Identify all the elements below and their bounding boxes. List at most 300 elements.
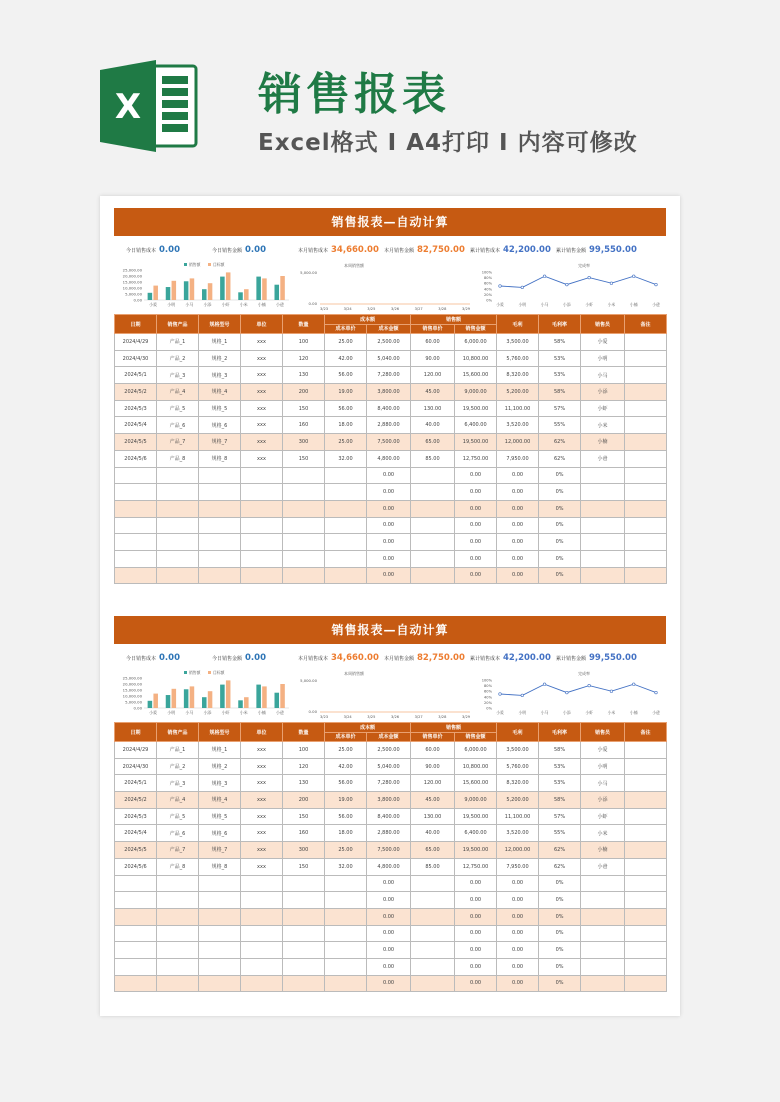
table-cell[interactable] [157, 517, 199, 534]
table-cell[interactable] [581, 908, 625, 925]
table-cell[interactable]: 32.00 [325, 858, 367, 875]
table-cell[interactable] [115, 908, 157, 925]
table-cell[interactable]: 6,000.00 [455, 742, 497, 759]
table-cell[interactable]: 规格_4 [199, 384, 241, 401]
table-cell[interactable] [241, 500, 283, 517]
table-cell[interactable] [625, 908, 667, 925]
table-cell[interactable]: 2024/5/2 [115, 384, 157, 401]
table-cell[interactable]: 300 [283, 842, 325, 859]
table-cell[interactable] [411, 908, 455, 925]
table-cell[interactable]: 0% [539, 500, 581, 517]
table-cell[interactable]: 0.00 [455, 484, 497, 501]
table-cell[interactable]: 0.00 [367, 975, 411, 992]
table-cell[interactable]: 规格_2 [199, 758, 241, 775]
table-cell[interactable]: 0% [539, 975, 581, 992]
table-cell[interactable] [157, 567, 199, 584]
table-cell[interactable]: 产品_1 [157, 334, 199, 351]
table-cell[interactable]: 0.00 [367, 942, 411, 959]
table-cell[interactable] [625, 517, 667, 534]
table-cell[interactable] [581, 484, 625, 501]
table-cell[interactable] [115, 567, 157, 584]
table-cell[interactable]: 0% [539, 517, 581, 534]
table-cell[interactable] [115, 958, 157, 975]
table-cell[interactable]: 19,500.00 [455, 400, 497, 417]
table-cell[interactable] [411, 942, 455, 959]
table-cell[interactable]: 18.00 [325, 825, 367, 842]
table-cell[interactable]: 产品_1 [157, 742, 199, 759]
table-cell[interactable] [115, 892, 157, 909]
table-cell[interactable]: 小添 [581, 792, 625, 809]
table-cell[interactable] [283, 550, 325, 567]
table-cell[interactable]: 57% [539, 808, 581, 825]
table-cell[interactable]: xxx [241, 334, 283, 351]
table-cell[interactable]: 0% [539, 467, 581, 484]
table-cell[interactable]: xxx [241, 775, 283, 792]
table-cell[interactable]: 0.00 [455, 550, 497, 567]
table-cell[interactable]: 40.00 [411, 417, 455, 434]
table-cell[interactable] [625, 808, 667, 825]
table-cell[interactable]: 2024/5/4 [115, 417, 157, 434]
table-cell[interactable]: 产品_2 [157, 350, 199, 367]
table-cell[interactable]: 25.00 [325, 434, 367, 451]
table-cell[interactable] [115, 467, 157, 484]
table-cell[interactable]: 2024/5/1 [115, 775, 157, 792]
table-cell[interactable]: 130.00 [411, 808, 455, 825]
table-cell[interactable]: 小虾 [581, 808, 625, 825]
table-cell[interactable]: 规格_2 [199, 350, 241, 367]
table-cell[interactable]: 18.00 [325, 417, 367, 434]
table-cell[interactable] [157, 467, 199, 484]
table-cell[interactable] [115, 875, 157, 892]
table-cell[interactable]: 12,000.00 [497, 842, 539, 859]
table-cell[interactable]: 2024/5/6 [115, 858, 157, 875]
table-cell[interactable]: 产品_4 [157, 792, 199, 809]
table-cell[interactable] [625, 450, 667, 467]
table-cell[interactable]: 8,320.00 [497, 367, 539, 384]
table-cell[interactable]: 小爸 [581, 858, 625, 875]
table-cell[interactable]: 6,400.00 [455, 417, 497, 434]
table-cell[interactable]: 3,500.00 [497, 334, 539, 351]
table-cell[interactable]: 规格_7 [199, 434, 241, 451]
table-cell[interactable]: 小虾 [581, 400, 625, 417]
table-cell[interactable]: 0.00 [367, 517, 411, 534]
table-cell[interactable]: 小爱 [581, 334, 625, 351]
table-cell[interactable] [241, 942, 283, 959]
table-cell[interactable]: 规格_8 [199, 858, 241, 875]
table-cell[interactable]: 10,800.00 [455, 350, 497, 367]
table-cell[interactable]: 56.00 [325, 775, 367, 792]
table-cell[interactable] [199, 534, 241, 551]
table-cell[interactable]: 8,320.00 [497, 775, 539, 792]
table-cell[interactable]: 小楠 [581, 434, 625, 451]
table-cell[interactable]: 5,760.00 [497, 758, 539, 775]
table-cell[interactable] [199, 484, 241, 501]
table-cell[interactable]: 90.00 [411, 758, 455, 775]
table-cell[interactable] [411, 467, 455, 484]
table-cell[interactable] [325, 484, 367, 501]
table-cell[interactable] [283, 534, 325, 551]
table-cell[interactable] [625, 758, 667, 775]
table-cell[interactable]: 42.00 [325, 350, 367, 367]
table-cell[interactable] [581, 500, 625, 517]
table-cell[interactable]: 7,500.00 [367, 842, 411, 859]
table-cell[interactable]: 120.00 [411, 775, 455, 792]
table-cell[interactable]: 7,280.00 [367, 367, 411, 384]
table-cell[interactable] [199, 908, 241, 925]
table-cell[interactable]: 8,400.00 [367, 808, 411, 825]
table-cell[interactable] [411, 534, 455, 551]
table-cell[interactable]: 53% [539, 367, 581, 384]
table-cell[interactable]: 150 [283, 450, 325, 467]
table-cell[interactable]: 130 [283, 367, 325, 384]
table-cell[interactable]: 2024/5/2 [115, 792, 157, 809]
table-cell[interactable] [199, 975, 241, 992]
table-cell[interactable] [325, 958, 367, 975]
table-cell[interactable] [581, 467, 625, 484]
table-cell[interactable]: xxx [241, 350, 283, 367]
table-cell[interactable]: 150 [283, 858, 325, 875]
table-cell[interactable] [241, 567, 283, 584]
table-cell[interactable] [157, 925, 199, 942]
table-cell[interactable] [157, 942, 199, 959]
table-cell[interactable]: 0% [539, 875, 581, 892]
table-cell[interactable]: 0.00 [497, 500, 539, 517]
table-cell[interactable] [411, 500, 455, 517]
table-cell[interactable]: 0.00 [367, 875, 411, 892]
table-cell[interactable]: 0.00 [455, 517, 497, 534]
table-cell[interactable] [625, 434, 667, 451]
table-cell[interactable]: 25.00 [325, 334, 367, 351]
table-cell[interactable]: 2024/5/3 [115, 400, 157, 417]
table-cell[interactable]: 53% [539, 350, 581, 367]
table-cell[interactable]: 8,400.00 [367, 400, 411, 417]
table-cell[interactable]: 0.00 [455, 467, 497, 484]
table-cell[interactable]: 2024/5/1 [115, 367, 157, 384]
table-cell[interactable] [581, 567, 625, 584]
table-cell[interactable]: 11,100.00 [497, 400, 539, 417]
table-cell[interactable]: 0.00 [497, 975, 539, 992]
table-cell[interactable] [411, 975, 455, 992]
table-cell[interactable]: 规格_1 [199, 334, 241, 351]
table-cell[interactable]: 0.00 [497, 925, 539, 942]
table-cell[interactable] [157, 484, 199, 501]
table-cell[interactable]: 9,000.00 [455, 792, 497, 809]
table-cell[interactable]: 2,880.00 [367, 417, 411, 434]
table-cell[interactable]: xxx [241, 384, 283, 401]
table-cell[interactable]: 产品_7 [157, 434, 199, 451]
table-cell[interactable] [283, 875, 325, 892]
table-cell[interactable]: 56.00 [325, 808, 367, 825]
table-cell[interactable] [115, 925, 157, 942]
table-cell[interactable] [283, 908, 325, 925]
table-cell[interactable]: 12,750.00 [455, 450, 497, 467]
table-cell[interactable] [411, 550, 455, 567]
table-cell[interactable] [325, 942, 367, 959]
table-cell[interactable] [325, 534, 367, 551]
table-cell[interactable]: 0.00 [497, 467, 539, 484]
table-cell[interactable]: 规格_6 [199, 417, 241, 434]
table-cell[interactable]: 0.00 [367, 467, 411, 484]
table-cell[interactable]: 3,520.00 [497, 825, 539, 842]
table-cell[interactable]: 0.00 [497, 958, 539, 975]
table-cell[interactable]: 12,750.00 [455, 858, 497, 875]
table-cell[interactable] [625, 550, 667, 567]
table-cell[interactable]: 45.00 [411, 792, 455, 809]
table-cell[interactable]: 0.00 [497, 875, 539, 892]
table-cell[interactable] [411, 517, 455, 534]
table-cell[interactable]: 90.00 [411, 350, 455, 367]
table-cell[interactable] [625, 534, 667, 551]
table-cell[interactable] [625, 942, 667, 959]
table-cell[interactable]: 25.00 [325, 742, 367, 759]
table-cell[interactable] [625, 567, 667, 584]
table-cell[interactable]: 58% [539, 742, 581, 759]
table-cell[interactable]: 产品_4 [157, 384, 199, 401]
table-cell[interactable] [625, 334, 667, 351]
table-cell[interactable] [581, 550, 625, 567]
table-cell[interactable]: 2024/5/3 [115, 808, 157, 825]
table-cell[interactable]: 0.00 [455, 975, 497, 992]
table-cell[interactable]: 规格_5 [199, 400, 241, 417]
table-cell[interactable]: 10,800.00 [455, 758, 497, 775]
table-cell[interactable]: 小米 [581, 825, 625, 842]
table-cell[interactable]: 0.00 [455, 567, 497, 584]
table-cell[interactable]: 2,500.00 [367, 742, 411, 759]
table-cell[interactable]: 2024/4/29 [115, 334, 157, 351]
table-cell[interactable] [325, 517, 367, 534]
table-cell[interactable]: 0% [539, 892, 581, 909]
table-cell[interactable]: 42.00 [325, 758, 367, 775]
table-cell[interactable] [625, 875, 667, 892]
table-cell[interactable]: 19,500.00 [455, 434, 497, 451]
table-cell[interactable] [625, 467, 667, 484]
table-cell[interactable] [241, 925, 283, 942]
table-cell[interactable]: 2024/4/29 [115, 742, 157, 759]
table-cell[interactable]: 小楠 [581, 842, 625, 859]
table-cell[interactable] [157, 958, 199, 975]
table-cell[interactable]: 0% [539, 908, 581, 925]
table-cell[interactable]: 7,950.00 [497, 858, 539, 875]
table-cell[interactable]: 160 [283, 417, 325, 434]
table-cell[interactable] [157, 908, 199, 925]
table-cell[interactable] [283, 975, 325, 992]
table-cell[interactable] [115, 500, 157, 517]
table-cell[interactable]: 120 [283, 350, 325, 367]
table-cell[interactable] [241, 875, 283, 892]
table-cell[interactable] [241, 467, 283, 484]
table-cell[interactable] [199, 467, 241, 484]
table-cell[interactable]: 0% [539, 567, 581, 584]
table-cell[interactable] [581, 942, 625, 959]
table-cell[interactable]: 19.00 [325, 792, 367, 809]
table-cell[interactable]: xxx [241, 742, 283, 759]
table-cell[interactable]: 2024/4/30 [115, 758, 157, 775]
table-cell[interactable]: 85.00 [411, 450, 455, 467]
table-cell[interactable] [157, 500, 199, 517]
table-cell[interactable] [283, 500, 325, 517]
table-cell[interactable]: 5,040.00 [367, 758, 411, 775]
table-cell[interactable] [241, 534, 283, 551]
table-cell[interactable] [625, 350, 667, 367]
table-cell[interactable]: 规格_7 [199, 842, 241, 859]
table-cell[interactable]: 2024/5/4 [115, 825, 157, 842]
table-cell[interactable]: 100 [283, 742, 325, 759]
table-cell[interactable] [325, 925, 367, 942]
table-cell[interactable] [411, 892, 455, 909]
table-cell[interactable]: 0.00 [367, 892, 411, 909]
table-cell[interactable]: xxx [241, 808, 283, 825]
table-cell[interactable]: 56.00 [325, 400, 367, 417]
table-cell[interactable]: 58% [539, 384, 581, 401]
table-cell[interactable]: xxx [241, 417, 283, 434]
table-cell[interactable]: 产品_5 [157, 400, 199, 417]
table-cell[interactable]: 300 [283, 434, 325, 451]
table-cell[interactable] [115, 975, 157, 992]
table-cell[interactable]: 0.00 [497, 484, 539, 501]
table-cell[interactable] [199, 550, 241, 567]
table-cell[interactable] [283, 467, 325, 484]
table-cell[interactable] [411, 875, 455, 892]
table-cell[interactable]: 0.00 [455, 500, 497, 517]
table-cell[interactable]: 58% [539, 334, 581, 351]
table-cell[interactable]: 0.00 [455, 534, 497, 551]
table-cell[interactable] [199, 942, 241, 959]
table-cell[interactable]: 0.00 [497, 942, 539, 959]
table-cell[interactable]: 0% [539, 484, 581, 501]
table-cell[interactable]: 产品_8 [157, 858, 199, 875]
table-cell[interactable]: 2024/5/5 [115, 842, 157, 859]
table-cell[interactable]: 130 [283, 775, 325, 792]
table-cell[interactable]: 120 [283, 758, 325, 775]
table-cell[interactable]: 6,000.00 [455, 334, 497, 351]
table-cell[interactable]: 规格_3 [199, 367, 241, 384]
table-cell[interactable]: 产品_8 [157, 450, 199, 467]
table-cell[interactable] [241, 908, 283, 925]
table-cell[interactable]: 55% [539, 417, 581, 434]
table-cell[interactable]: 小明 [581, 758, 625, 775]
table-cell[interactable]: 0.00 [367, 550, 411, 567]
table-cell[interactable]: xxx [241, 858, 283, 875]
table-cell[interactable]: 4,800.00 [367, 858, 411, 875]
table-cell[interactable]: 200 [283, 792, 325, 809]
table-cell[interactable] [625, 792, 667, 809]
table-cell[interactable]: 62% [539, 842, 581, 859]
table-cell[interactable]: 2,880.00 [367, 825, 411, 842]
table-cell[interactable]: 规格_3 [199, 775, 241, 792]
table-cell[interactable]: 58% [539, 792, 581, 809]
table-cell[interactable] [411, 567, 455, 584]
table-cell[interactable]: 53% [539, 775, 581, 792]
table-cell[interactable] [581, 892, 625, 909]
table-cell[interactable]: 2,500.00 [367, 334, 411, 351]
table-cell[interactable]: 产品_6 [157, 417, 199, 434]
table-cell[interactable]: 产品_5 [157, 808, 199, 825]
table-cell[interactable]: 0.00 [497, 550, 539, 567]
table-cell[interactable]: 130.00 [411, 400, 455, 417]
table-cell[interactable] [625, 775, 667, 792]
table-cell[interactable]: 0.00 [497, 908, 539, 925]
table-cell[interactable]: 0% [539, 958, 581, 975]
table-cell[interactable] [199, 500, 241, 517]
table-cell[interactable]: 0.00 [367, 925, 411, 942]
table-cell[interactable] [625, 975, 667, 992]
table-cell[interactable]: 100 [283, 334, 325, 351]
table-cell[interactable]: 3,500.00 [497, 742, 539, 759]
table-cell[interactable]: 0.00 [367, 567, 411, 584]
table-cell[interactable] [199, 892, 241, 909]
table-cell[interactable] [157, 875, 199, 892]
table-cell[interactable] [283, 892, 325, 909]
table-cell[interactable] [115, 550, 157, 567]
table-cell[interactable]: 32.00 [325, 450, 367, 467]
table-cell[interactable]: 150 [283, 808, 325, 825]
table-cell[interactable]: 0.00 [367, 484, 411, 501]
table-cell[interactable] [283, 925, 325, 942]
table-cell[interactable]: 小爸 [581, 450, 625, 467]
table-cell[interactable]: 5,200.00 [497, 792, 539, 809]
table-cell[interactable]: 2024/4/30 [115, 350, 157, 367]
table-cell[interactable]: xxx [241, 400, 283, 417]
table-cell[interactable]: 规格_1 [199, 742, 241, 759]
table-cell[interactable]: xxx [241, 758, 283, 775]
table-cell[interactable]: 产品_3 [157, 775, 199, 792]
table-cell[interactable]: xxx [241, 825, 283, 842]
table-cell[interactable] [199, 958, 241, 975]
table-cell[interactable]: 60.00 [411, 334, 455, 351]
table-cell[interactable]: 小爱 [581, 742, 625, 759]
table-cell[interactable]: 55% [539, 825, 581, 842]
table-cell[interactable] [241, 975, 283, 992]
table-cell[interactable]: 小马 [581, 775, 625, 792]
table-cell[interactable]: 2024/5/5 [115, 434, 157, 451]
table-cell[interactable]: 11,100.00 [497, 808, 539, 825]
table-cell[interactable]: 19,500.00 [455, 842, 497, 859]
table-cell[interactable] [625, 958, 667, 975]
table-cell[interactable] [411, 925, 455, 942]
table-cell[interactable] [325, 467, 367, 484]
table-cell[interactable]: 3,800.00 [367, 384, 411, 401]
table-cell[interactable]: 0.00 [455, 908, 497, 925]
table-cell[interactable]: 产品_7 [157, 842, 199, 859]
table-cell[interactable] [199, 567, 241, 584]
table-cell[interactable] [625, 417, 667, 434]
table-cell[interactable]: 2024/5/6 [115, 450, 157, 467]
table-cell[interactable]: 小米 [581, 417, 625, 434]
table-cell[interactable]: 65.00 [411, 434, 455, 451]
table-cell[interactable]: xxx [241, 367, 283, 384]
table-cell[interactable]: 45.00 [411, 384, 455, 401]
table-cell[interactable] [625, 842, 667, 859]
table-cell[interactable]: 0.00 [367, 958, 411, 975]
table-cell[interactable]: 40.00 [411, 825, 455, 842]
table-cell[interactable]: 小马 [581, 367, 625, 384]
table-cell[interactable]: 7,280.00 [367, 775, 411, 792]
table-cell[interactable]: 0% [539, 942, 581, 959]
table-cell[interactable] [115, 942, 157, 959]
table-cell[interactable]: 小添 [581, 384, 625, 401]
table-cell[interactable] [625, 484, 667, 501]
table-cell[interactable] [157, 550, 199, 567]
table-cell[interactable]: 200 [283, 384, 325, 401]
table-cell[interactable]: 0.00 [455, 875, 497, 892]
table-cell[interactable] [283, 567, 325, 584]
table-cell[interactable] [283, 484, 325, 501]
table-cell[interactable]: 0.00 [497, 517, 539, 534]
table-cell[interactable]: 57% [539, 400, 581, 417]
table-cell[interactable]: 产品_3 [157, 367, 199, 384]
table-cell[interactable] [581, 958, 625, 975]
table-cell[interactable]: 规格_4 [199, 792, 241, 809]
